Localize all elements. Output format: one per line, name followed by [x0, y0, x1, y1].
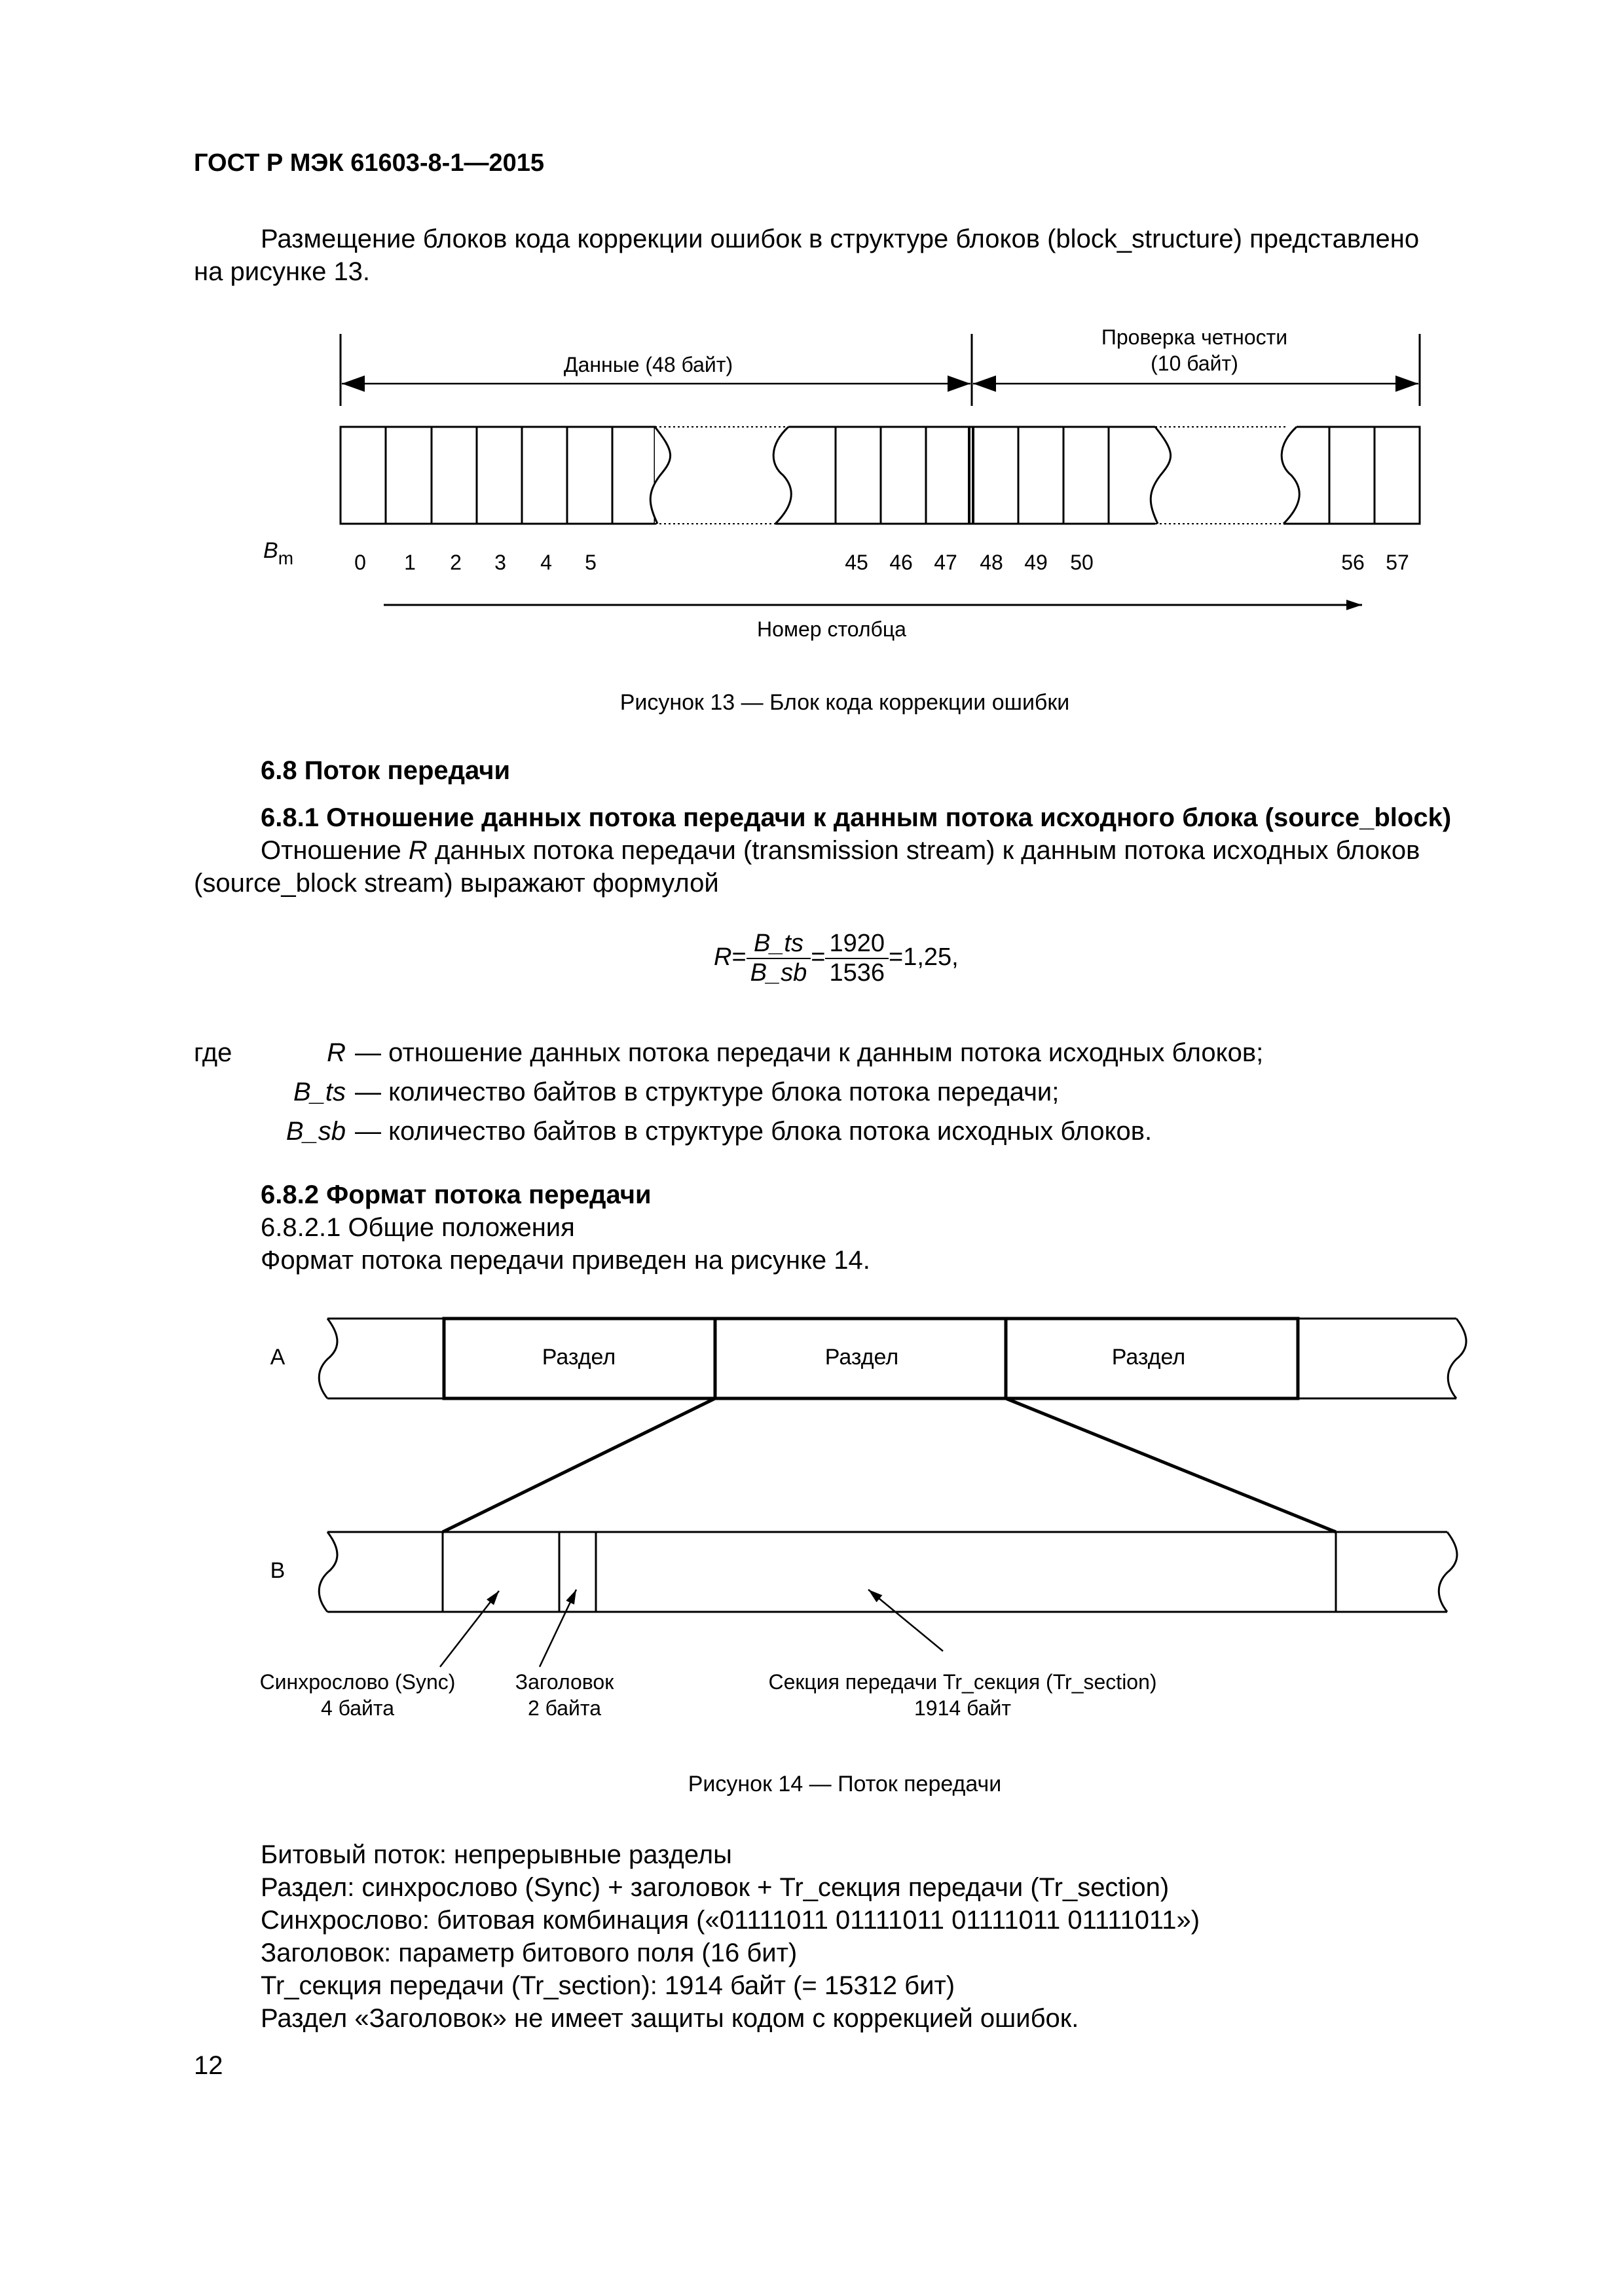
- block-cells-left: [341, 427, 657, 524]
- para-text-a: Отношение: [261, 836, 409, 865]
- sync-pointer-arrow: [440, 1591, 499, 1667]
- stream-b: [319, 1532, 1457, 1612]
- col-num-3: 3: [494, 551, 506, 574]
- section-label-1: Раздел: [542, 1345, 616, 1370]
- formula-den-symbolic: B_sb: [750, 959, 807, 987]
- formula-eq-2: =: [811, 943, 826, 972]
- col-num-56: 56: [1341, 551, 1365, 574]
- definition-text: — количество байтов в структуре блока потока передачи;: [355, 1078, 1060, 1106]
- header-label-line-2: 2 байта: [527, 1696, 602, 1720]
- section-6-8-title: 6.8 Поток передачи: [261, 756, 511, 785]
- definition-row: [194, 1033, 1263, 1072]
- row-label-a: A: [270, 1345, 286, 1370]
- section-6-8-2-1-title: 6.8.2.1 Общие положения: [261, 1213, 575, 1242]
- formula-den-numeric: 1536: [829, 959, 885, 987]
- document-header: ГОСТ Р МЭК 61603-8-1—2015: [194, 149, 544, 177]
- ratio-formula: [714, 930, 959, 987]
- col-num-57: 57: [1386, 551, 1409, 574]
- expansion-line-left: [443, 1398, 715, 1532]
- col-num-5: 5: [585, 551, 597, 574]
- row-label-bm: $B_m$: [263, 538, 294, 568]
- col-num-46: 46: [889, 551, 913, 574]
- note-line: Заголовок: параметр битового поля (16 бит): [261, 1939, 798, 1967]
- figure-14-diagram: [0, 1309, 1624, 1748]
- data-bytes-label: Данные (48 байт): [563, 353, 733, 376]
- header-pointer-arrow: [540, 1590, 576, 1667]
- definition-symbol: B_sb: [286, 1117, 346, 1146]
- section-label-3: Раздел: [1111, 1345, 1186, 1370]
- tr-section-label-line-1: Секция передачи Tr_секция (Tr_section): [768, 1670, 1157, 1694]
- formula-num-symbolic: B_ts: [747, 930, 811, 959]
- formula-lhs: R: [714, 943, 732, 972]
- block-cells-right: [1283, 427, 1420, 524]
- formula-num-numeric: 1920: [825, 930, 889, 959]
- definition-row: [194, 1112, 1263, 1151]
- col-num-49: 49: [1024, 551, 1048, 574]
- header-label-line-1: Заголовок: [515, 1670, 614, 1694]
- definition-symbol: B_ts: [293, 1078, 346, 1106]
- col-num-47: 47: [934, 551, 957, 574]
- note-line: Битовый поток: непрерывные разделы: [261, 1840, 732, 1869]
- expansion-line-right: [1006, 1398, 1336, 1532]
- note-line: Раздел «Заголовок» не имеет защиты кодом с коррекцией ошибок.: [261, 2004, 1079, 2033]
- section-6-8-2-para: Формат потока передачи приведен на рисунке 14.: [261, 1246, 870, 1275]
- para-symbol-r: R: [408, 836, 428, 865]
- definition-symbol: R: [327, 1038, 346, 1067]
- col-num-50: 50: [1070, 551, 1094, 574]
- figure-14-caption: Рисунок 14 — Поток передачи: [688, 1772, 1002, 1796]
- para-text-b: данных потока передачи (transmission stream) к данным потока исходных блоков: [427, 836, 1420, 865]
- col-num-48: 48: [980, 551, 1003, 574]
- definition-row: [194, 1072, 1263, 1112]
- page-number: 12: [194, 2051, 223, 2080]
- section-label-2: Раздел: [824, 1345, 899, 1370]
- note-line: Tr_секция передачи (Tr_section): 1914 байт (= 15312 бит): [261, 1971, 955, 2000]
- note-line: Синхрослово: битовая комбинация («01111011 01111011 01111011 01111011»): [261, 1906, 1200, 1935]
- col-num-4: 4: [540, 551, 552, 574]
- section-6-8-1-para-line-1: [261, 834, 1497, 867]
- intro-line-1: Размещение блоков кода коррекции ошибок в структуре блоков (block_structure) представлено: [261, 225, 1420, 253]
- block-cells-middle: [775, 427, 1155, 524]
- sync-label-line-1: Синхрослово (Sync): [259, 1670, 456, 1694]
- section-6-8-2-title: 6.8.2 Формат потока передачи: [261, 1180, 652, 1209]
- col-num-2: 2: [450, 551, 462, 574]
- block-break-2: [1151, 427, 1299, 524]
- col-num-0: 0: [354, 551, 366, 574]
- row-label-b: B: [270, 1558, 286, 1583]
- block-break-1: [650, 427, 791, 524]
- tr-section-label-line-2: 1914 байт: [914, 1696, 1011, 1720]
- where-label: где: [194, 1038, 232, 1067]
- formula-result: =1,25,: [889, 943, 959, 972]
- figure-13-caption: Рисунок 13 — Блок кода коррекции ошибки: [619, 690, 1070, 715]
- column-axis-label: Номер столбца: [757, 617, 906, 641]
- column-numbers: [354, 551, 1409, 574]
- notes-block: [261, 1838, 1200, 2035]
- formula-fraction-numeric: [825, 930, 889, 987]
- parity-label-line-2: (10 байт): [1151, 352, 1238, 375]
- parity-label-line-1: Проверка четности: [1101, 325, 1288, 349]
- formula-definitions: [194, 1033, 1263, 1151]
- tr-section-pointer-arrow: [868, 1590, 943, 1651]
- col-num-1: 1: [404, 551, 416, 574]
- definition-text: — количество байтов в структуре блока потока исходных блоков.: [355, 1117, 1153, 1146]
- definition-text: — отношение данных потока передачи к данным потока исходных блоков;: [355, 1038, 1264, 1067]
- note-line: Раздел: синхрослово (Sync) + заголовок + Tr_секция передачи (Tr_section): [261, 1873, 1170, 1902]
- intro-line-2: на рисунке 13.: [194, 257, 371, 286]
- figure-13-diagram: [0, 321, 1624, 687]
- col-num-45: 45: [845, 551, 868, 574]
- section-6-8-1-title: 6.8.1 Отношение данных потока передачи к данным потока исходного блока (source_block): [261, 803, 1452, 832]
- sync-label-line-2: 4 байта: [320, 1696, 395, 1720]
- formula-fraction-symbolic: [747, 930, 811, 987]
- formula-eq-1: =: [731, 943, 747, 972]
- section-6-8-1-para-line-2: (source_block stream) выражают формулой: [194, 869, 719, 898]
